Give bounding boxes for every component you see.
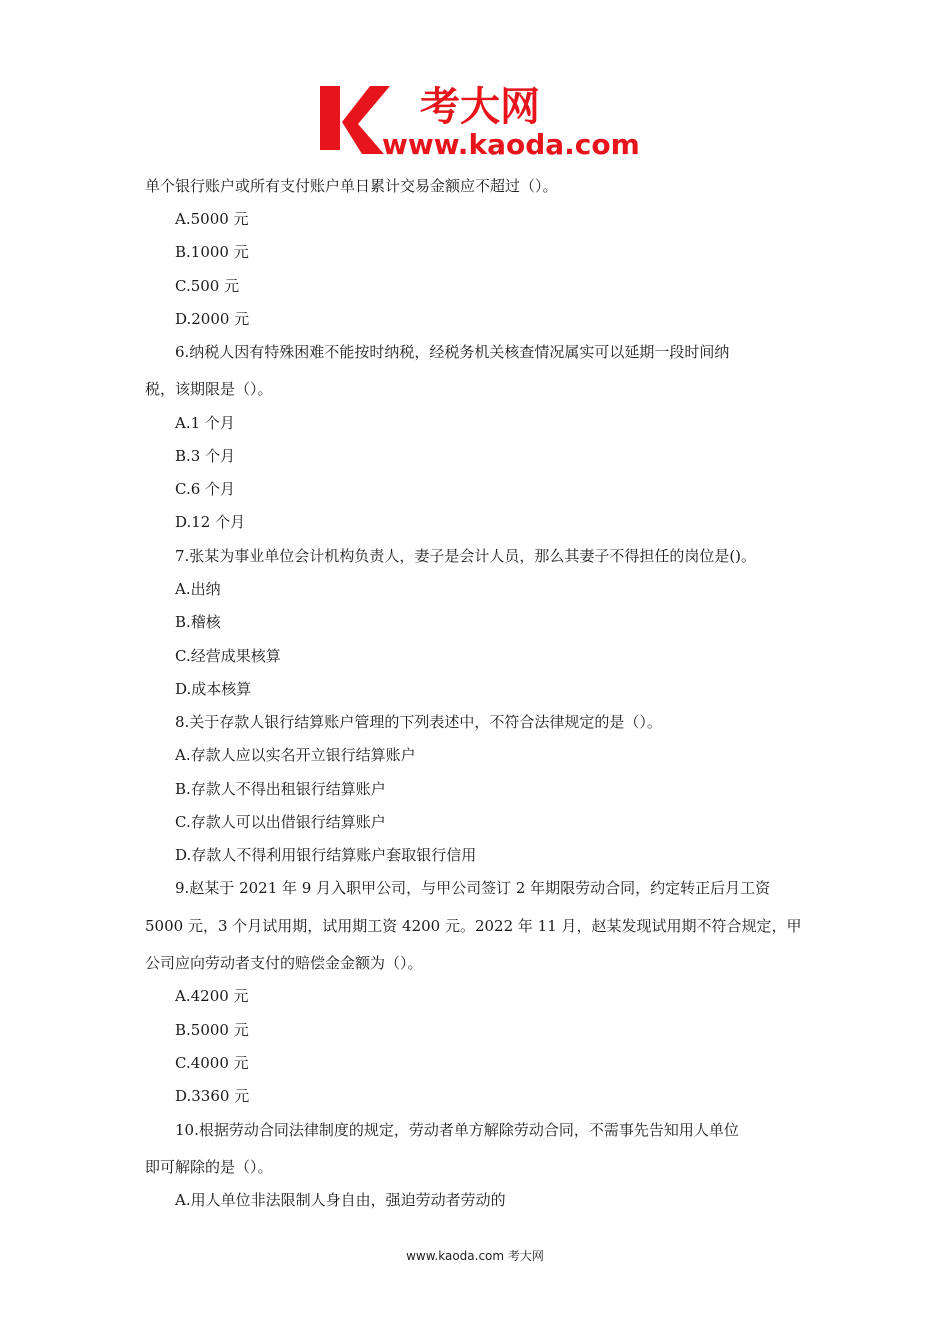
q5-option-b: B.1000 元 — [175, 243, 249, 261]
q6-stem-line1: 6.纳税人因有特殊困难不能按时纳税，经税务机关核查情况属实可以延期一段时间纳 — [175, 343, 730, 361]
kaoda-logo — [318, 78, 643, 160]
q7-option-c: C.经营成果核算 — [175, 647, 281, 665]
q10-stem-line2: 即可解除的是（）。 — [145, 1158, 273, 1176]
q7-stem-line1: 7.张某为事业单位会计机构负责人，妻子是会计人员，那么其妻子不得担任的岗位是()。 — [175, 547, 757, 565]
q7-option-d: D.成本核算 — [175, 680, 252, 698]
q5-option-c: C.500 元 — [175, 277, 240, 295]
q9-option-d: D.3360 元 — [175, 1087, 250, 1105]
q9-option-b: B.5000 元 — [175, 1021, 249, 1039]
logo-brand-name: 考大网 — [420, 84, 540, 130]
q9-option-c: C.4000 元 — [175, 1054, 249, 1072]
q10-stem-line1: 10.根据劳动合同法律制度的规定，劳动者单方解除劳动合同，不需事先告知用人单位 — [175, 1121, 739, 1139]
q6-option-a: A.1 个月 — [175, 414, 235, 432]
logo-url: www.kaoda.com — [382, 128, 640, 160]
page-footer: www.kaoda.com 考大网 — [406, 1249, 544, 1263]
q9-stem-line3: 公司应向劳动者支付的赔偿金金额为（）。 — [145, 954, 423, 972]
q8-option-d: D.存款人不得利用银行结算账户套取银行信用 — [175, 846, 477, 864]
q5-stem-tail: 单个银行账户或所有支付账户单日累计交易金额应不超过（）。 — [145, 177, 558, 195]
q5-option-d: D.2000 元 — [175, 310, 250, 328]
q6-option-b: B.3 个月 — [175, 447, 236, 465]
logo-k-mark — [320, 86, 390, 154]
q9-stem-line2: 5000 元，3 个月试用期，试用期工资 4200 元。2022 年 11 月，赵某发现试用期不符合规定，甲 — [145, 917, 802, 935]
q8-option-c: C.存款人可以出借银行结算账户 — [175, 813, 386, 831]
q8-option-b: B.存款人不得出租银行结算账户 — [175, 780, 386, 798]
q6-option-d: D.12 个月 — [175, 513, 246, 531]
q6-stem-line2: 税，该期限是（）。 — [145, 380, 273, 398]
q9-option-a: A.4200 元 — [175, 987, 249, 1005]
q7-option-b: B.稽核 — [175, 613, 221, 631]
q8-stem-line1: 8.关于存款人银行结算账户管理的下列表述中，不符合法律规定的是（）。 — [175, 713, 662, 731]
q10-option-a: A.用人单位非法限制人身自由，强迫劳动者劳动的 — [175, 1191, 506, 1209]
q9-stem-line1: 9.赵某于 2021 年 9 月入职甲公司，与甲公司签订 2 年期限劳动合同，约定转正后月工资 — [175, 879, 771, 897]
q5-option-a: A.5000 元 — [175, 210, 249, 228]
q7-option-a: A.出纳 — [175, 580, 221, 598]
q6-option-c: C.6 个月 — [175, 480, 236, 498]
q8-option-a: A.存款人应以实名开立银行结算账户 — [175, 746, 416, 764]
